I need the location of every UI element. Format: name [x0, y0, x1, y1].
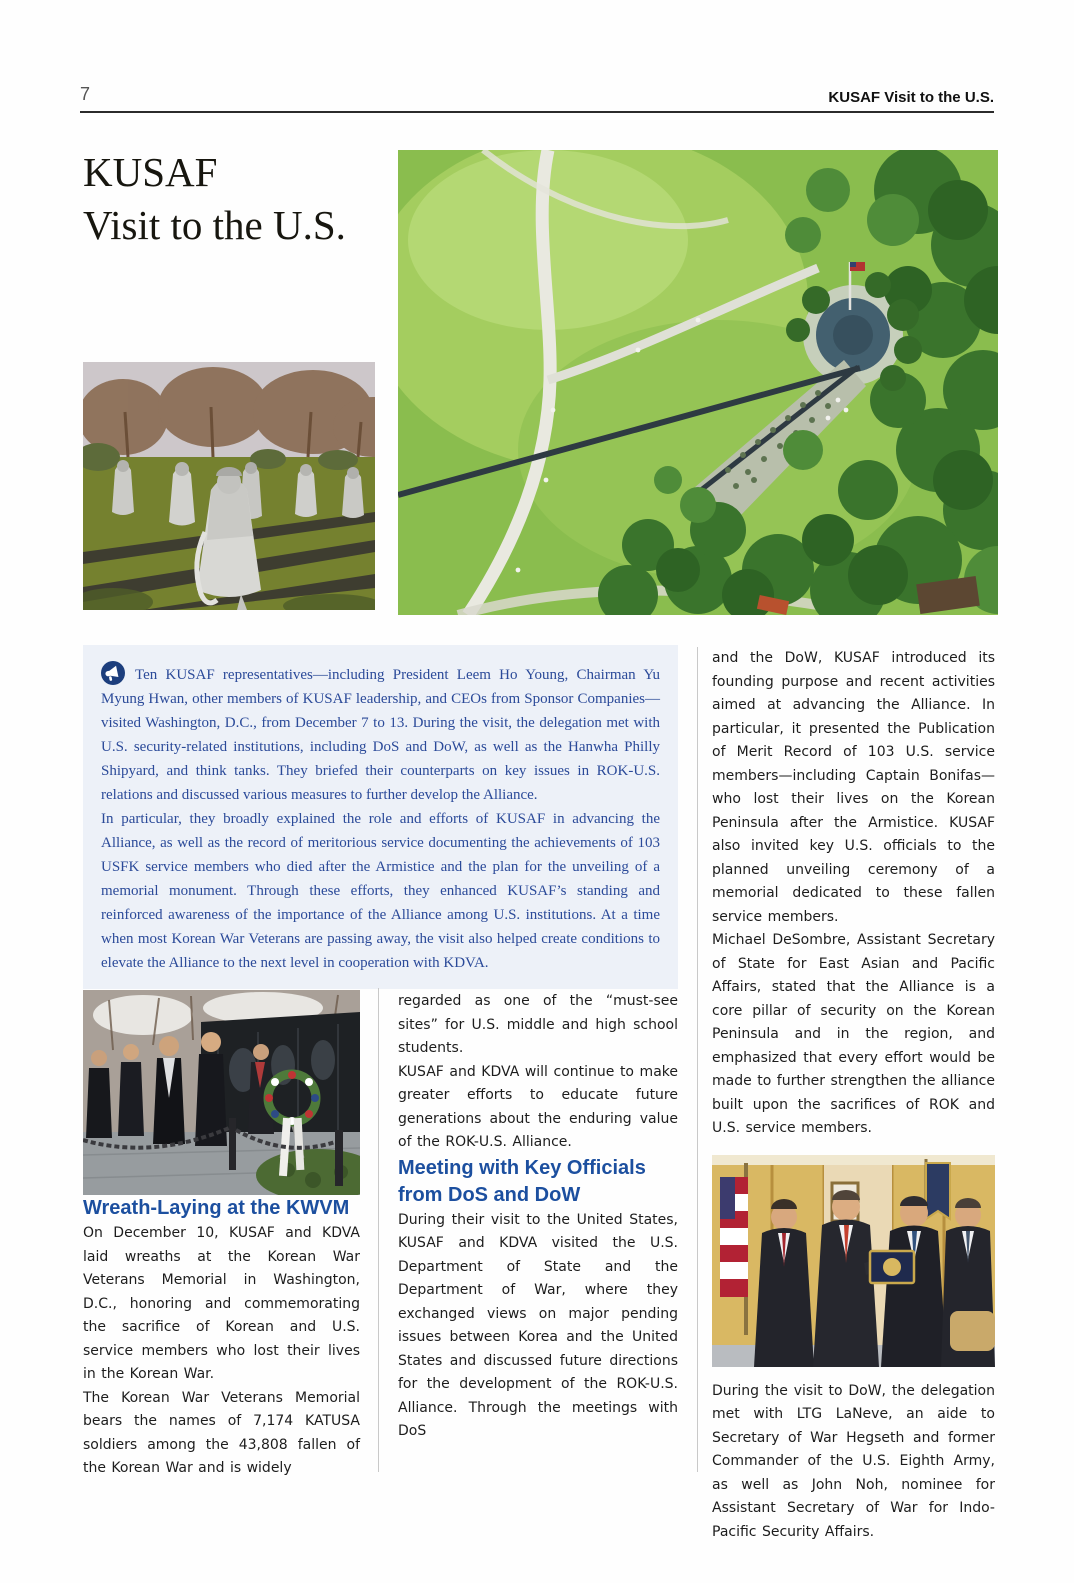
kwvm-statues-photo: [83, 362, 375, 610]
heading-meeting-officials: Meeting with Key Officials from DoS and DoW: [398, 1156, 646, 1206]
megaphone-icon: [101, 661, 125, 685]
wreath-photo-illustration: [83, 990, 360, 1195]
intro-paragraph-2: In particular, they broadly explained the role and efforts of KUSAF in advancing the Alliance, as well as the record of meritorious service documenting the achievements of 103 USFK service members who died after the Armistice and the plan for the unveiling of a memorial monument. Through these efforts, they enhanced KUSAF’s standing and reinforced awareness of the importance of the Alliance among U.S. institutions. At a time when most Korean War Veterans are passing away, the visit also helped create conditions to elevate the Alliance to the next level in cooperation with KDVA.: [101, 811, 660, 971]
meeting-photo-illustration: [712, 1155, 995, 1367]
page-number: 7: [80, 84, 91, 104]
right-paragraph-2: Michael DeSombre, Assistant Secretary of State for East Asian and Pacific Affairs, stated that the Alliance is a core pillar of security on the Korean Peninsula and in the region, and emphasized that every effort would be made to further strengthen the alliance built upon the sacrifices of ROK and U.S. service members.: [712, 932, 995, 1136]
article-title: [83, 146, 346, 252]
dow-meeting-photo: [712, 1155, 995, 1367]
column-left: [83, 990, 360, 1481]
middle-continued-paragraph: regarded as one of the “must-see sites” for U.S. middle and high school students.: [398, 993, 678, 1056]
left-paragraph-2: The Korean War Veterans Memorial bears the names of 7,174 KATUSA soldiers among the 43,808 fallen of the Korean War and is widely: [83, 1389, 360, 1476]
meeting-caption: During the visit to DoW, the delegation met with LTG LaNeve, an aide to Secretary of War Hegseth and former Commander of the U.S. Eighth Army, as well as John Noh, nominee for Assistant Secretary of War for Indo-Pacific Security Affairs.: [712, 1382, 995, 1540]
column-divider-right: [697, 647, 698, 1472]
header-rule: [80, 111, 994, 113]
wreath-laying-photo: [83, 990, 360, 1195]
intro-paragraph-1-text: Ten KUSAF representatives—including President Leem Ho Young, Chairman Yu Myung Hwan, other members of KUSAF leadership, and CEOs from Sponsor Companies—visited Washington, D.C., from December 7 to 13. During the visit, the delegation met with U.S. security-related institutions, including DoS and DoW, as well as the Hanwha Philly Shipyard, and think tanks. They briefed their counterparts on key issues in ROK-U.S. relations and discussed various measures to further develop the Alliance.: [101, 667, 660, 803]
column-right: [712, 647, 995, 1544]
intro-paragraph-1: [101, 661, 660, 807]
service-flag-icon: [926, 1159, 950, 1219]
intro-box: [83, 645, 678, 989]
article-title-line1: KUSAF: [83, 149, 218, 195]
aerial-memorial-photo: [398, 150, 998, 615]
statues-photo-illustration: [83, 362, 375, 610]
running-header: KUSAF Visit to the U.S.: [828, 89, 994, 106]
aerial-photo-illustration: [398, 150, 998, 615]
column-divider-left: [378, 988, 379, 1472]
left-paragraph-1: On December 10, KUSAF and KDVA laid wreaths at the Korean War Veterans Memorial in Washington, D.C., honoring and commemorating the sacrifice of Korean and U.S. service members who lost their lives in the Korean War.: [83, 1225, 360, 1382]
heading-wreath-laying: Wreath-Laying at the KWVM: [83, 1197, 350, 1219]
middle-paragraph-3: During their visit to the United States, KUSAF and KDVA visited the U.S. Department of State and the Department of War, where they exchanged views on major pending issues between Korea and the United States and discussed future directions for the development of the ROK-U.S. Alliance. Through the meetings with DoS: [398, 1211, 678, 1439]
article-title-line2: Visit to the U.S.: [83, 202, 346, 248]
middle-paragraph-2: KUSAF and KDVA will continue to make greater efforts to educate future generations about the enduring value of the ROK-U.S. Alliance.: [398, 1063, 678, 1150]
right-paragraph-1: and the DoW, KUSAF introduced its founding purpose and recent activities aimed at advancing the Alliance. In particular, it presented the Publication of Merit Record of 103 U.S. service members—including Captain Bonifas—who lost their lives on the Korean Peninsula after the Armistice. KUSAF also invited key U.S. officials to the planned unveiling ceremony of a memorial dedicated to these fallen service members.: [712, 650, 995, 925]
column-middle: [398, 990, 678, 1444]
presentation-plaque: [870, 1251, 914, 1283]
